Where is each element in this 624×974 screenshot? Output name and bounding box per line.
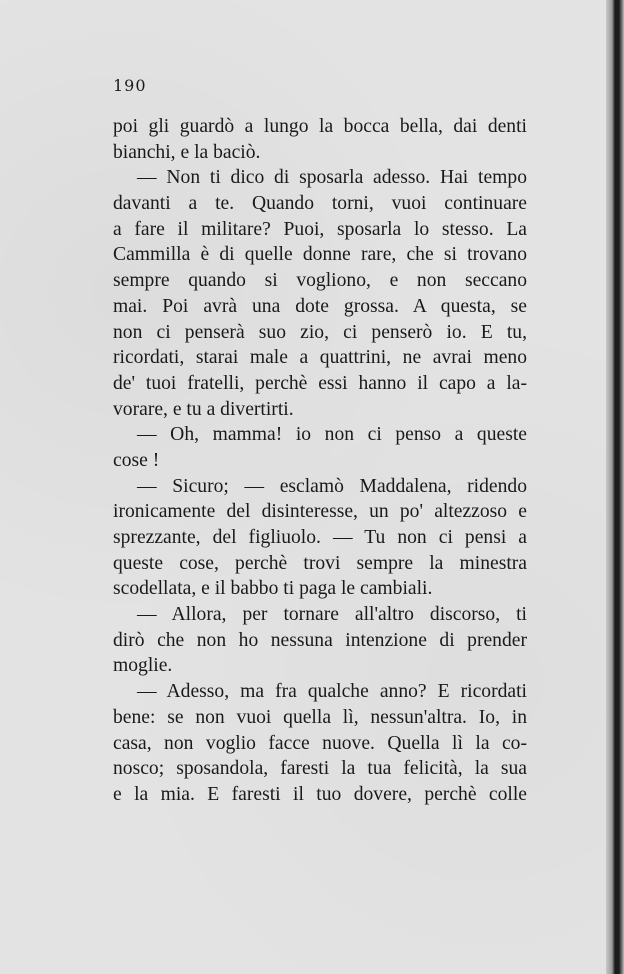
text-line: nosco; sposandola, faresti la tua felicità, la sua	[113, 758, 527, 780]
text-line: — Non ti dico di sposarla adesso. Hai tempo	[137, 167, 527, 189]
text-line: mai. Poi avrà una dote grossa. A questa, se	[113, 295, 527, 317]
text-line: Cammilla è di quelle donne rare, che si trovano	[113, 244, 527, 266]
page-number: 190	[113, 76, 147, 95]
text-line: davanti a te. Quando torni, vuoi continuare	[113, 193, 527, 215]
text-line: non ci penserà suo zio, ci penserò io. E tu,	[113, 321, 527, 343]
text-line: poi gli guardò a lungo la bocca bella, dai denti	[113, 116, 527, 137]
text-line: sempre quando si vogliono, e non seccano	[113, 270, 527, 292]
body-text	[113, 114, 527, 808]
text-line: de' tuoi fratelli, perchè essi hanno il capo a la-	[113, 372, 527, 394]
text-line: queste cose, perchè trovi sempre la minestra	[113, 552, 527, 574]
text-line: cose !	[113, 449, 160, 471]
text-line: bene: se non vuoi quella lì, nessun'altra. Io, in	[113, 706, 527, 728]
text-line: sprezzante, del figliuolo. — Tu non ci pensi a	[113, 527, 527, 548]
text-line: — Sicuro; — esclamò Maddalena, ridendo	[137, 475, 527, 497]
text-line: — Allora, per tornare all'altro discorso, ti	[137, 604, 527, 626]
text-line: casa, non voglio facce nuove. Quella lì la co-	[113, 732, 527, 754]
text-line: scodellata, e il babbo ti paga le cambiali.	[113, 578, 433, 600]
text-line: moglie.	[113, 655, 173, 677]
text-line: — Adesso, ma fra qualche anno? E ricordati	[137, 681, 527, 703]
text-line: ironicamente del disinteresse, un po' altezzoso e	[113, 501, 527, 523]
text-line: dirò che non ho nessuna intenzione di prender	[113, 629, 527, 651]
page-gutter-edge	[606, 0, 624, 974]
text-line: a fare il militare? Puoi, sposarla lo stesso. La	[113, 218, 527, 240]
text-line: ricordati, starai male a quattrini, ne avrai meno	[113, 347, 527, 369]
text-line: e la mia. E faresti il tuo dovere, perchè colle	[113, 783, 527, 805]
text-line: vorare, e tu a divertirti.	[113, 398, 294, 420]
text-line: — Oh, mamma! io non ci penso a queste	[137, 424, 527, 446]
text-line: bianchi, e la baciò.	[113, 141, 261, 163]
